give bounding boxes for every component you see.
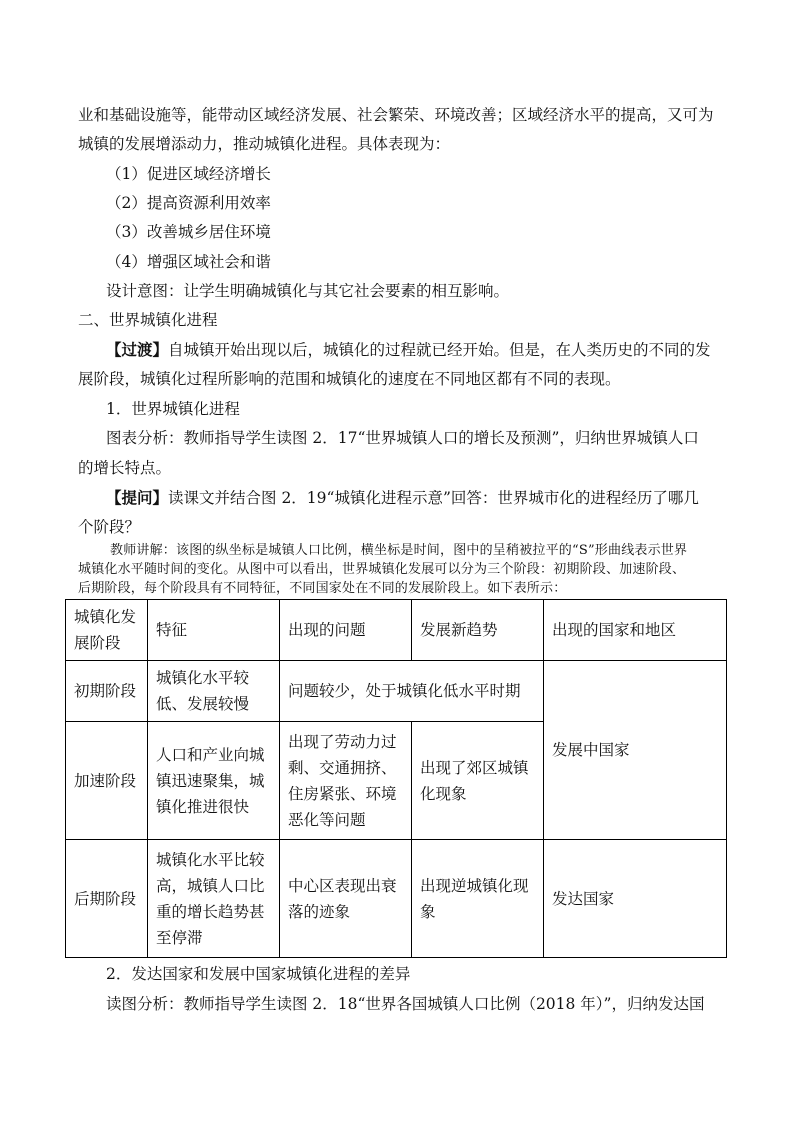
question-line-1 xyxy=(106,488,756,508)
intro-line-1: 业和基础设施等，能带动区域经济发展、社会繁荣、环境改善；区域经济水平的提高，又可为 xyxy=(78,106,714,124)
header-problems: 出现的问题 xyxy=(280,600,412,661)
transition-line-2: 展阶段，城镇化过程所影响的范围和城镇化的速度在不同地区都有不同的表现。 xyxy=(78,370,621,388)
header-stage: 城镇化发展阶段 xyxy=(66,600,148,661)
header-trend: 发展新趋势 xyxy=(412,600,544,661)
accelerated-trend-cell: 出现了郊区城镇化现象 xyxy=(412,722,544,840)
subheading-1: 1．世界城镇化进程 xyxy=(106,400,240,418)
explanation-line-1: 教师讲解：该图的纵坐标是城镇人口比例，横坐标是时间，图中的呈稍被拉平的“S”形曲线表示世界 xyxy=(110,543,688,558)
urbanization-stages-table xyxy=(65,599,727,958)
late-trend-cell: 出现逆城镇化现象 xyxy=(412,840,544,958)
header-region: 出现的国家和地区 xyxy=(544,600,727,661)
transition-line-1 xyxy=(106,340,756,360)
accelerated-problems-cell: 出现了劳动力过剩、交通拥挤、住房紧张、环境恶化等问题 xyxy=(280,722,412,840)
explanation-line-2: 城镇化水平随时间的变化。从图中可以看出，世界城镇化发展可以分为三个阶段：初期阶段、加速阶段、 xyxy=(78,562,686,577)
developing-region-cell: 发展中国家 xyxy=(544,661,727,840)
explanation-line-3: 后期阶段，每个阶段具有不同特征，不同国家处在不同的发展阶段上。如下表所示： xyxy=(78,581,567,596)
subheading-2: 2．发达国家和发展中国家城镇化进程的差异 xyxy=(106,965,411,983)
table-header-row xyxy=(66,600,727,661)
question-tag: 【提问】 xyxy=(106,488,169,507)
table-row xyxy=(66,661,727,722)
late-feature-cell: 城镇化水平比较高，城镇人口比重的增长趋势甚至停滞 xyxy=(148,840,280,958)
question-text: 读课文并结合图 2．19“城镇化进程示意”回答：世界城市化的进程经历了哪几 xyxy=(168,489,699,507)
question-line-2: 个阶段？ xyxy=(78,518,141,536)
list-item-1: （1）促进区域经济增长 xyxy=(106,165,271,183)
early-feature-cell: 城镇化水平较低、发展较慢 xyxy=(148,661,280,722)
accelerated-feature-cell: 人口和产业向城镇迅速聚集，城镇化推进很快 xyxy=(148,722,280,840)
table-row xyxy=(66,840,727,958)
section-heading: 二、世界城镇化进程 xyxy=(78,311,218,329)
list-item-2: （2）提高资源利用效率 xyxy=(106,194,271,212)
early-stage-cell: 初期阶段 xyxy=(66,661,148,722)
early-problems-cell: 问题较少，处于城镇化低水平时期 xyxy=(280,661,544,722)
chart-analysis-line-2: 的增长特点。 xyxy=(78,459,172,477)
accelerated-stage-cell: 加速阶段 xyxy=(66,722,148,840)
header-feature: 特征 xyxy=(148,600,280,661)
intro-line-2: 城镇的发展增添动力，推动城镇化进程。具体表现为： xyxy=(78,135,451,153)
transition-tag: 【过渡】 xyxy=(106,340,169,359)
design-intent: 设计意图：让学生明确城镇化与其它社会要素的相互影响。 xyxy=(106,282,510,300)
late-region-cell: 发达国家 xyxy=(544,840,727,958)
list-item-3: （3）改善城乡居住环境 xyxy=(106,223,271,241)
chart-analysis-line-1: 图表分析：教师指导学生读图 2．17“世界城镇人口的增长及预测”，归纳世界城镇人口 xyxy=(106,429,699,447)
late-problems-cell: 中心区表现出衰落的迹象 xyxy=(280,840,412,958)
late-stage-cell: 后期阶段 xyxy=(66,840,148,958)
reading-analysis-line: 读图分析：教师指导学生读图 2．18“世界各国城镇人口比例（2018 年）”，归纳发达国 xyxy=(106,995,705,1013)
transition-text: 自城镇开始出现以后，城镇化的过程就已经开始。但是，在人类历史的不同的发 xyxy=(168,341,711,359)
list-item-4: （4）增强区域社会和谐 xyxy=(106,253,271,271)
